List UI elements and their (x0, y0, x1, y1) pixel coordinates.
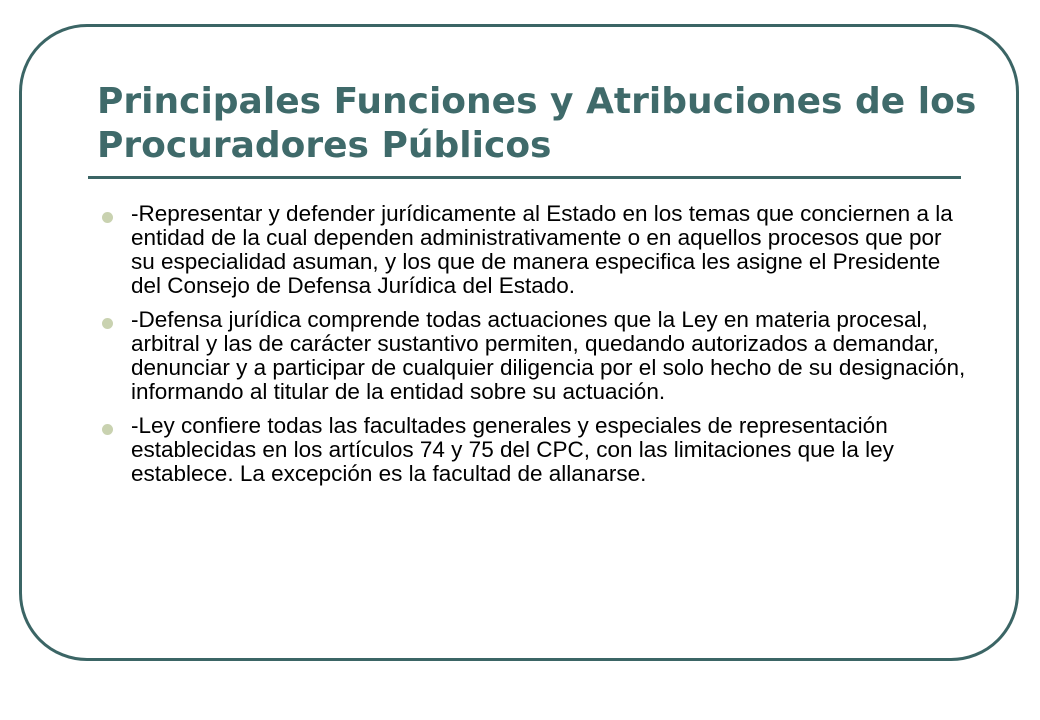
title-divider (88, 176, 961, 179)
bullet-text: -Defensa jurídica comprende todas actuaciones que la Ley en materia procesal, arbitral y las de carácter sustantivo permiten, quedando autorizados a demandar, denunciar y a participar de cualquier diligencia por el solo hecho de su designación, informando al titular de la entidad sobre su actuación. (131, 307, 966, 404)
bullet-text: -Ley confiere todas las facultades generales y especiales de representación establecidas en los artículos 74 y 75 del CPC, con las limitaciones que la ley establece. La excepción es la facultad de allanarse. (131, 413, 894, 486)
bullet-dot-icon (102, 318, 113, 329)
bullet-item (100, 414, 970, 486)
bullet-list (100, 202, 970, 496)
bullet-dot-icon (102, 424, 113, 435)
bullet-item (100, 308, 970, 404)
bullet-text: -Representar y defender jurídicamente al Estado en los temas que conciernen a la entidad de la cual dependen administrativamente o en aquellos procesos que por su especialidad asuman, y los que de manera especifica les asigne el Presidente del Consejo de Defensa Jurídica del Estado. (131, 201, 953, 298)
slide-title: Principales Funciones y Atribuciones de los Procuradores Públicos (97, 81, 977, 166)
bullet-item (100, 202, 970, 298)
bullet-dot-icon (102, 212, 113, 223)
